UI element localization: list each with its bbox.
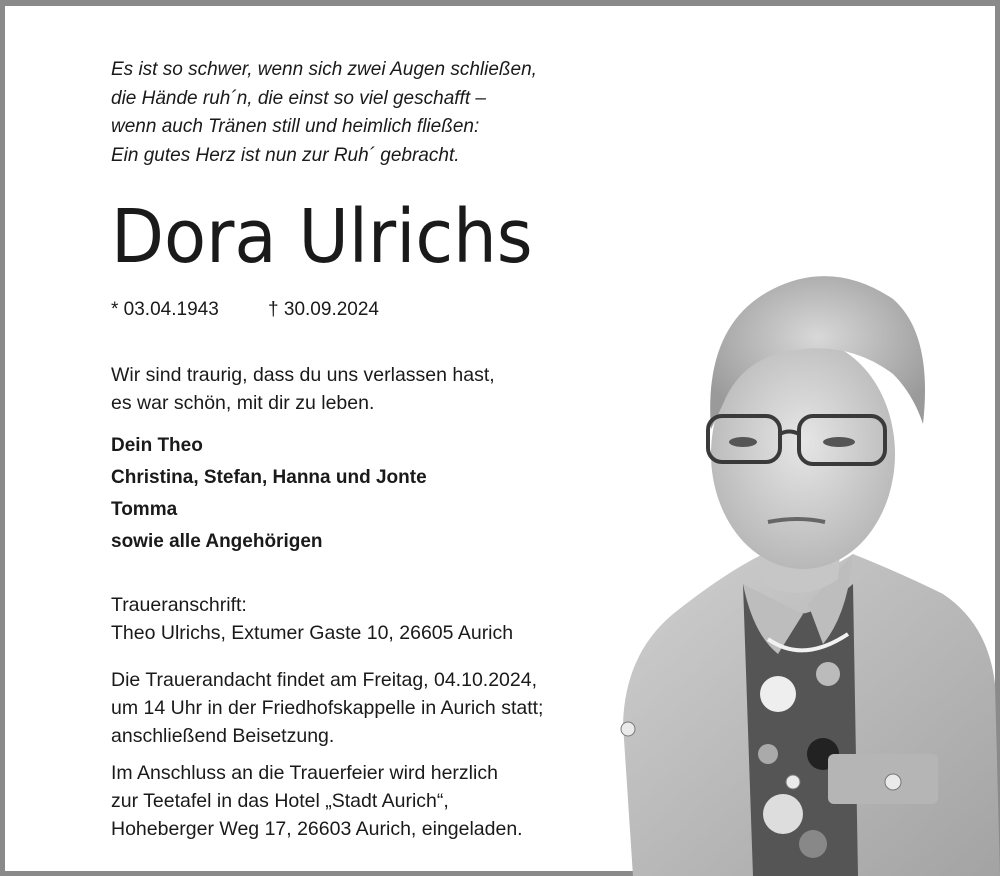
service-info (111, 666, 543, 750)
family-line: sowie alle Angehörigen (111, 531, 323, 552)
family-line: Christina, Stefan, Hanna und Jonte (111, 467, 427, 488)
family-signatures (111, 430, 427, 558)
death-date: † 30.09.2024 (268, 299, 379, 320)
reception-info (111, 759, 523, 843)
service-line: anschließend Beisetzung. (111, 725, 335, 747)
family-line: Tomma (111, 499, 178, 520)
mourning-address (111, 591, 513, 647)
deceased-name: Dora Ulrichs (111, 194, 533, 280)
poem-line: Ein gutes Herz ist nun zur Ruh´ gebracht. (111, 144, 460, 166)
poem-line: Es ist so schwer, wenn sich zwei Augen schließen, (111, 59, 537, 80)
reception-line: Im Anschluss an die Trauerfeier wird herzlich (111, 762, 498, 784)
farewell-text (111, 361, 495, 417)
life-dates (111, 299, 379, 321)
birth-date: * 03.04.1943 (111, 299, 219, 320)
poem-line: die Hände ruh´n, die einst so viel geschafft – (111, 87, 486, 109)
portrait-photo (603, 254, 1000, 876)
poem-line: wenn auch Tränen still und heimlich fließen: (111, 116, 480, 137)
service-line: Die Trauerandacht findet am Freitag, 04.10.2024, (111, 669, 538, 691)
reception-line: Hoheberger Weg 17, 26603 Aurich, eingeladen. (111, 818, 523, 840)
family-line: Dein Theo (111, 435, 203, 456)
farewell-line: Wir sind traurig, dass du uns verlassen hast, (111, 364, 495, 386)
reception-line: zur Teetafel in das Hotel „Stadt Aurich“, (111, 790, 449, 812)
address-label: Traueranschrift: (111, 594, 247, 616)
farewell-line: es war schön, mit dir zu leben. (111, 392, 375, 414)
poem (111, 56, 631, 170)
service-line: um 14 Uhr in der Friedhofskappelle in Aurich statt; (111, 697, 544, 719)
address-line: Theo Ulrichs, Extumer Gaste 10, 26605 Aurich (111, 622, 514, 644)
